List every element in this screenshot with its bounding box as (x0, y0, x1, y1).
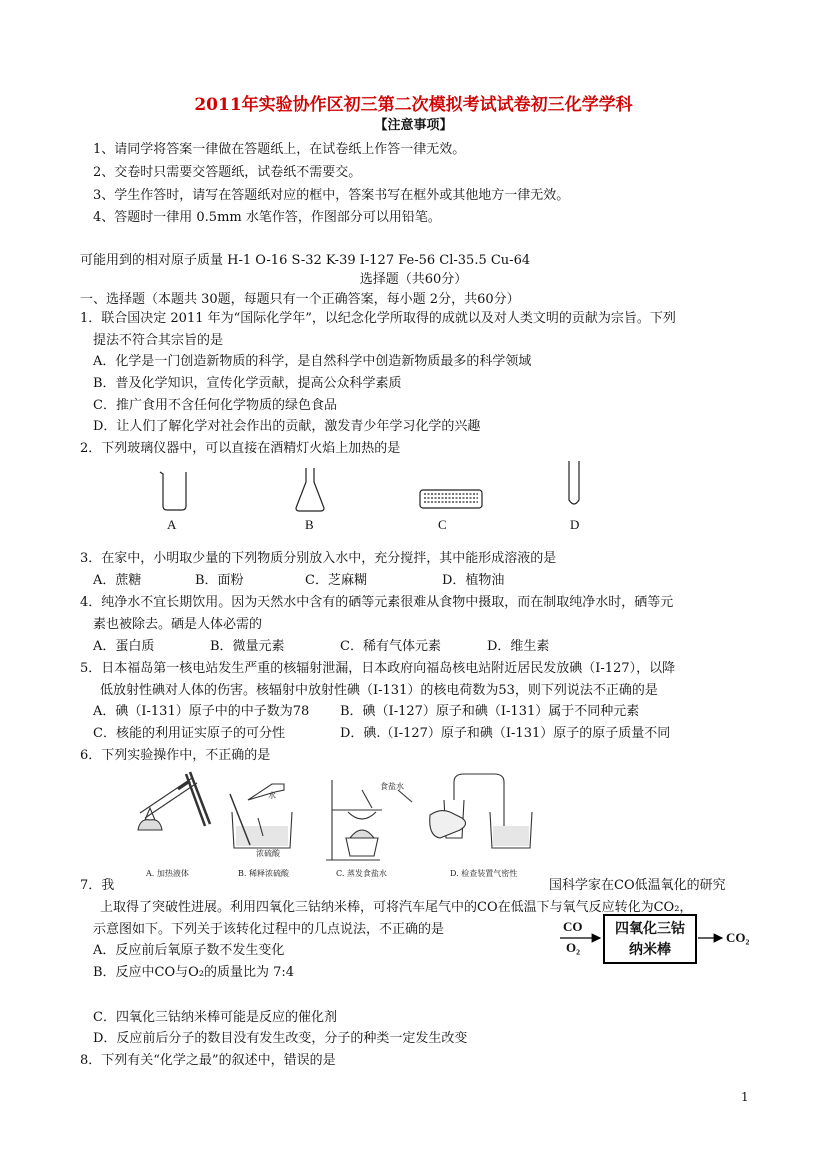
notice-4: 4、答题时一律用 0.5mm 水笔作答，作图部分可以用铅笔。 (93, 210, 441, 225)
q6-caption-c: C. 蒸发食盐水 (336, 869, 387, 878)
q5-option-a: A．碘（I-131）原子中的中子数为78 (93, 704, 310, 719)
q2-stem: 2．下列玻璃仪器中，可以直接在酒精灯火焰上加热的是 (80, 441, 401, 456)
q6-caption-d: D. 检查装置气密性 (450, 869, 518, 878)
page-number: 1 (741, 1090, 749, 1104)
q6-tag-water: 水 (268, 791, 276, 800)
q6-caption-b: B. 稀释浓硫酸 (238, 869, 289, 878)
q7-stem-line3: 示意图如下。下列关于该转化过程中的几点说法，不正确的是 (93, 922, 445, 937)
notice-2: 2、交卷时只需要交答题纸，试卷纸不需要交。 (93, 165, 362, 180)
q4-stem-line2: 素也被除去。硒是人体必需的 (93, 617, 263, 632)
q6-caption-a: A. 加热液体 (146, 869, 189, 878)
q6-tag-salt-water: 食盐水 (380, 782, 404, 791)
q1-stem-line1: 1．联合国决定 2011 年为“国际化学年”，以纪念化学所取得的成就以及对人类文明的贡献为宗旨。下列 (80, 311, 676, 326)
q2-label-c: C (438, 517, 447, 532)
q7-output-co2: CO₂ (726, 930, 750, 945)
q1-option-c: C．推广食用不含任何化学物质的绿色食品 (93, 398, 337, 413)
catalyst-box-line1: 四氧化三钴 (615, 921, 685, 937)
q4-option-c: C．稀有气体元素 (340, 639, 441, 654)
notice-1: 1、请同学将答案一律做在答题纸上，在试卷纸上作答一律无效。 (93, 142, 466, 157)
q6-tag-acid: 浓硫酸 (256, 849, 280, 858)
q1-option-a: A．化学是一门创造新物质的科学，是自然科学中创造新物质最多的科学领域 (93, 354, 532, 369)
q7-stem-start: 7．我 (80, 878, 115, 893)
q3-option-c: C．芝麻糊 (305, 573, 367, 588)
q7-stem-line2: 上取得了突破性进展。利用四氧化三钴纳米棒，可将汽车尾气中的CO在低温下与氧气反应转化为CO₂， (100, 900, 693, 915)
catalyst-box-line2: 纳米棒 (629, 942, 671, 958)
q5-stem-line1: 5．日本福岛第一核电站发生严重的核辐射泄漏，日本政府向福岛核电站附近居民发放碘（I-127），以降 (80, 661, 676, 676)
part-title: 一、选择题（本题共 30题，每题只有一个正确答案，每小题 2分，共60分） (80, 292, 520, 307)
q1-option-b: B．普及化学知识，宣传化学贡献，提高公众科学素质 (93, 376, 402, 391)
q7-option-d: D．反应前后分子的数目没有发生改变，分子的种类一定发生改变 (93, 1031, 468, 1046)
q5-option-c: C．核能的利用证实原子的可分性 (93, 726, 285, 741)
document-title: 2011年实验协作区初三第二次模拟考试试卷初三化学学科 (194, 95, 633, 115)
atomic-mass-line: 可能用到的相对原子质量 H-1 O-16 S-32 K-39 I-127 Fe-56 Cl-35.5 Cu-64 (80, 253, 531, 268)
q2-label-b: B (305, 517, 314, 532)
q3-option-a: A．蔗糖 (93, 573, 142, 588)
q4-option-d: D．维生素 (487, 639, 550, 654)
q7-option-c: C．四氧化三钴纳米棒可能是反应的催化剂 (93, 1010, 337, 1025)
notice-3: 3、学生作答时，请写在答题纸对应的框中，答案书写在框外或其他地方一律无效。 (93, 188, 570, 203)
q4-option-b: B．微量元素 (210, 639, 285, 654)
q7-option-a: A．反应前后氧原子数不发生变化 (93, 943, 285, 958)
q3-option-d: D．植物油 (442, 573, 505, 588)
q3-stem: 3．在家中，小明取少量的下列物质分别放入水中，充分搅拌，其中能形成溶液的是 (80, 551, 557, 566)
q5-option-b: B．碘（I-127）原子和碘（I-131）属于不同种元素 (340, 704, 640, 719)
q1-option-d: D．让人们了解化学对社会作出的贡献，激发青少年学习化学的兴趣 (93, 419, 481, 434)
q3-option-b: B．面粉 (195, 573, 244, 588)
q7-input-o2: O₂ (566, 940, 581, 955)
q4-option-a: A．蛋白质 (93, 639, 155, 654)
q2-label-a: A (167, 517, 177, 532)
section-title: 选择题（共60分） (359, 272, 468, 287)
q1-stem-line2: 提法不符合其宗旨的是 (93, 333, 224, 348)
q6-stem: 6．下列实验操作中，不正确的是 (80, 748, 271, 763)
catalyst-box (603, 914, 697, 964)
notice-heading: 【注意事项】 (374, 118, 453, 133)
q7-input-co: CO (563, 919, 583, 934)
q8-stem: 8．下列有关“化学之最”的叙述中，错误的是 (80, 1053, 336, 1068)
q5-stem-line2: 低放射性碘对人体的伤害。核辐射中放射性碘（I-131）的核电荷数为53，则下列说法不正确的是 (100, 683, 658, 698)
q2-label-d: D (570, 517, 580, 532)
q7-option-b: B．反应中CO与O₂的质量比为 7:4 (93, 965, 295, 980)
q5-option-d: D．碘.（I-127）原子和碘（I-131）原子的原子质量不同 (340, 726, 671, 741)
q4-stem-line1: 4．纯净水不宜长期饮用。因为天然水中含有的硒等元素很难从食物中摄取，而在制取纯净水时，硒等元 (80, 595, 674, 610)
q7-stem-end: 国科学家在CO低温氧化的研究 (549, 878, 726, 893)
